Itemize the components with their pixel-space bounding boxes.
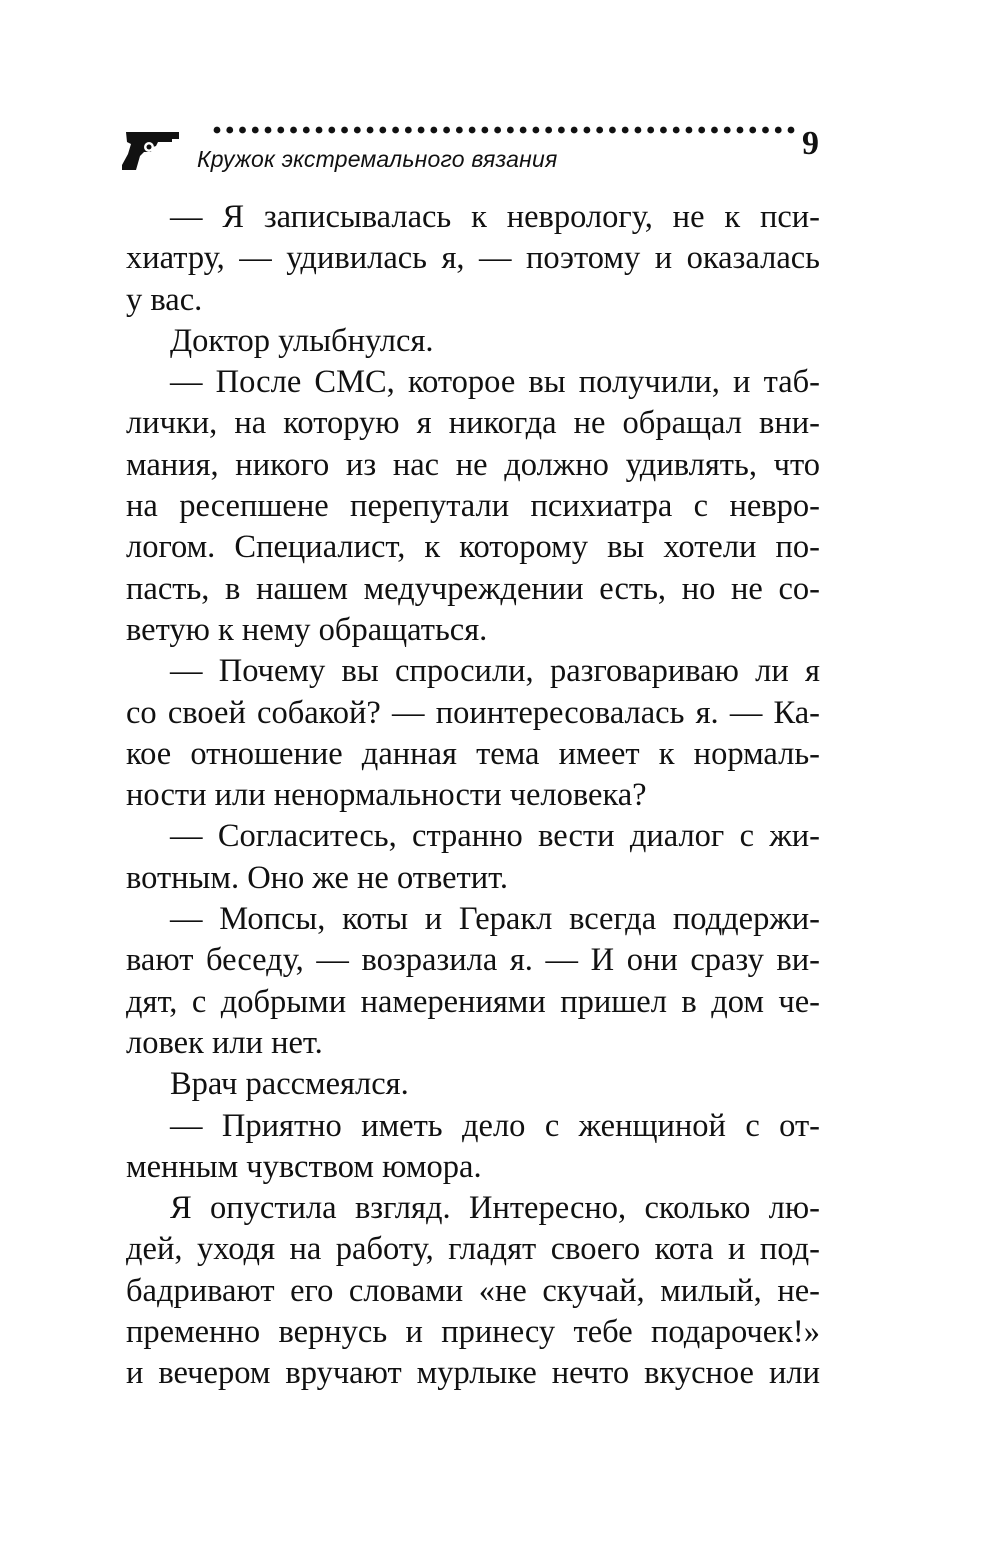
text-line: мания, никого из нас не должно удивлять, что <box>126 446 820 483</box>
text-line: Врач рассмеялся. <box>170 1066 409 1103</box>
text-line: пременно вернусь и принесу тебе подарочек!» <box>126 1314 820 1351</box>
body-text <box>126 197 820 1395</box>
revolver-icon <box>122 130 180 172</box>
text-line: дей, уходя на работу, гладят своего кота и под- <box>126 1231 820 1268</box>
text-line: ловек или нет. <box>126 1024 323 1061</box>
text-line: — Я записывалась к неврологу, не к пси- <box>170 199 820 235</box>
text-line: Я опустила взгляд. Интересно, сколько лю- <box>170 1190 820 1227</box>
text-line: вотным. Оно же не ответит. <box>126 859 509 896</box>
page-header <box>0 0 1000 200</box>
text-line: на ресепшене перепутали психиатра с невро- <box>126 488 820 525</box>
text-line: кое отношение данная тема имеет к нормаль- <box>126 735 820 772</box>
text-line: — Почему вы спросили, разговариваю ли я <box>170 653 820 690</box>
text-line: — Мопсы, коты и Геракл всегда поддержи- <box>170 901 820 938</box>
text-line: ности или ненормальности человека? <box>126 777 647 814</box>
text-line: хиатру, — удивилась я, — поэтому и оказалась <box>126 240 820 277</box>
page-number: 9 <box>802 125 819 162</box>
text-line: менным чувством юмора. <box>126 1148 482 1185</box>
header-dot-leader <box>212 122 796 138</box>
text-line: вают беседу, — возразила я. — И они сразу ви- <box>126 942 820 979</box>
text-line: и вечером вручают мурлыке нечто вкусное или <box>126 1355 820 1392</box>
text-line: логом. Специалист, к которому вы хотели по- <box>126 529 820 566</box>
text-line: пасть, в нашем медучреждении есть, но не со- <box>126 570 820 607</box>
text-line: со своей собакой? — поинтересовалась я. — Ка- <box>126 694 820 731</box>
text-line: ветую к нему обращаться. <box>126 611 488 648</box>
text-line: лички, на которую я никогда не обращал вни- <box>126 405 820 442</box>
text-line: у вас. <box>126 281 203 318</box>
text-line: Доктор улыбнулся. <box>170 322 434 359</box>
text-line: — Приятно иметь дело с женщиной с от- <box>170 1107 820 1144</box>
text-line: бадривают его словами «не скучай, милый, не- <box>126 1272 820 1309</box>
running-title: Кружок экстремального вязания <box>197 146 558 172</box>
text-line: — После СМС, которое вы получили, и таб- <box>170 364 820 401</box>
text-line: дят, с добрыми намерениями пришел в дом че- <box>126 983 820 1020</box>
text-line: — Согласитесь, странно вести диалог с жи- <box>170 818 820 855</box>
